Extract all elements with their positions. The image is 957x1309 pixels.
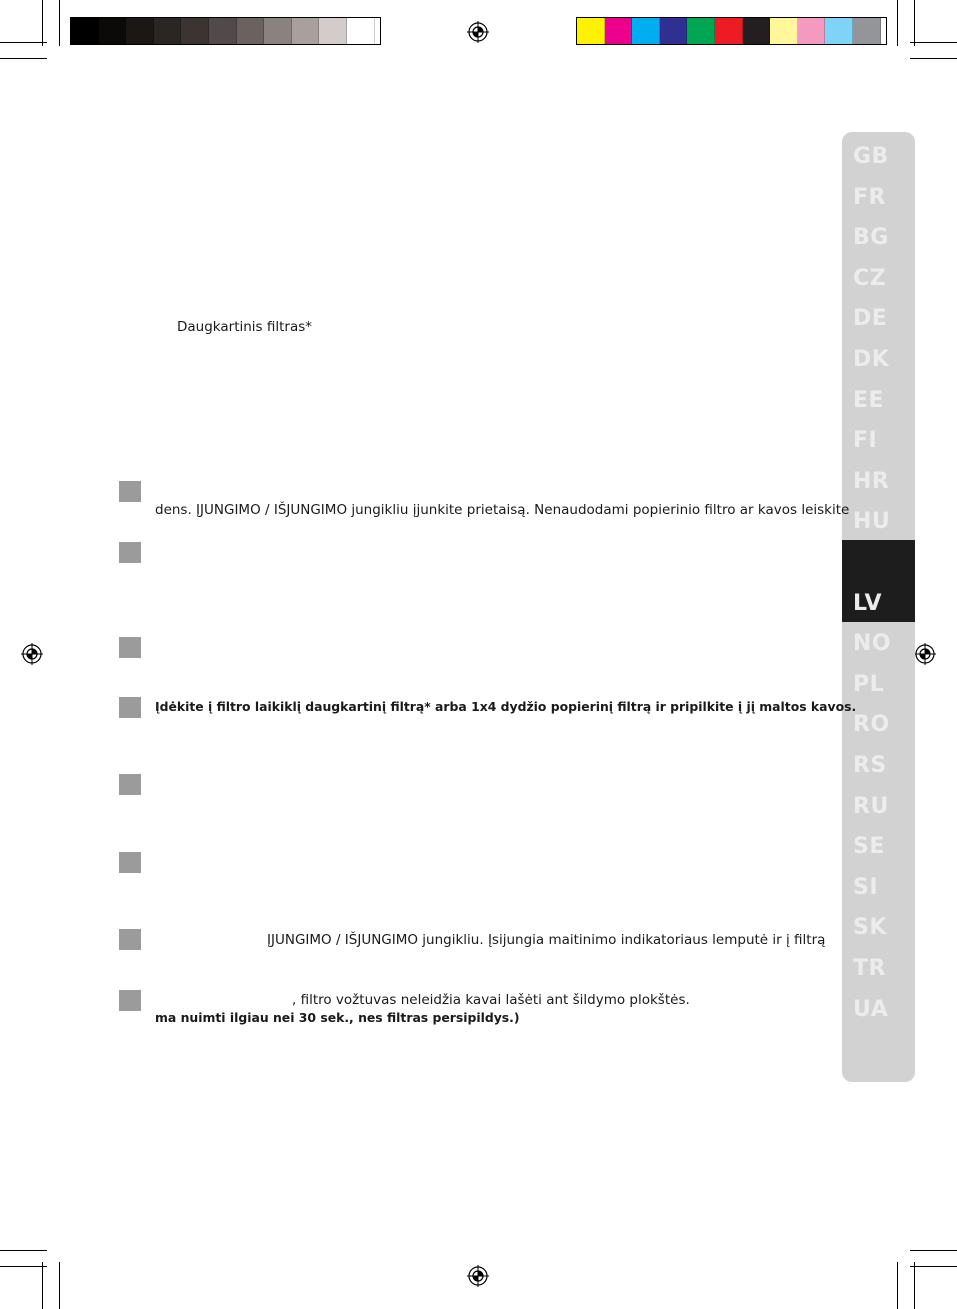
language-label: FI <box>853 428 878 454</box>
color-swatch <box>660 18 688 44</box>
language-label: TR <box>853 956 886 981</box>
registration-mark-icon <box>914 643 936 665</box>
language-label: LV <box>853 590 883 616</box>
trim-mark <box>914 0 915 46</box>
grayscale-color-bar <box>70 17 381 45</box>
language-label: FR <box>853 184 886 210</box>
step-marker <box>119 697 141 718</box>
language-label: BG <box>853 225 889 251</box>
step-text: ma nuimti ilgiau nei 30 sek., nes filtras persipildys.) <box>155 1010 520 1025</box>
language-label: PL <box>853 671 885 697</box>
language-label: CZ <box>853 265 887 291</box>
color-swatch <box>71 18 99 44</box>
step-marker <box>119 852 141 873</box>
color-swatch <box>798 18 826 44</box>
step-text: , filtro vožtuvas neleidžia kavai lašėti ant šildymo plokštės. <box>292 992 690 1008</box>
language-label: SI <box>853 874 879 900</box>
trim-mark <box>897 1262 898 1309</box>
step-text: ĮJUNGIMO / IŠJUNGIMO jungikliu. Įsijungia maitinimo indikatoriaus lemputė ir į filtrą <box>267 932 826 948</box>
color-swatch <box>605 18 633 44</box>
trim-mark <box>910 42 957 43</box>
color-swatch <box>825 18 853 44</box>
color-swatch <box>209 18 237 44</box>
registration-mark-icon <box>467 1265 489 1287</box>
trim-mark <box>897 0 898 46</box>
language-label: SE <box>853 834 885 860</box>
registration-mark-icon <box>21 643 43 665</box>
trim-mark <box>0 58 47 59</box>
step-marker <box>119 481 141 502</box>
step-text: dens. ĮJUNGIMO / IŠJUNGIMO jungikliu įjunkite prietaisą. Nenaudodami popierinio filtro ar kavos leiskite <box>155 502 850 518</box>
trim-mark <box>910 1250 957 1251</box>
trim-mark <box>914 1262 915 1309</box>
language-label: RO <box>853 712 890 738</box>
color-swatch <box>126 18 154 44</box>
filter-label: Daugkartinis filtras* <box>177 319 313 335</box>
color-swatch <box>319 18 347 44</box>
color-swatch <box>237 18 265 44</box>
color-swatch <box>853 18 881 44</box>
color-swatch <box>347 18 375 44</box>
trim-mark <box>42 0 43 46</box>
step-marker <box>119 929 141 950</box>
color-swatch <box>770 18 798 44</box>
registration-mark-icon <box>467 21 489 43</box>
color-swatch <box>181 18 209 44</box>
step-marker <box>119 542 141 563</box>
language-label: DK <box>853 347 890 372</box>
language-label: NO <box>853 631 892 657</box>
step-marker <box>119 774 141 795</box>
language-label: EE <box>853 387 885 413</box>
color-swatch <box>292 18 320 44</box>
trim-mark <box>0 1250 47 1251</box>
step-text: Įdėkite į filtro laikiklį daugkartinį filtrą* arba 1x4 dydžio popierinį filtrą ir pripilkite į jį maltos kavos. <box>155 699 857 714</box>
color-swatch <box>687 18 715 44</box>
language-label: HU <box>853 509 891 535</box>
process-color-bar <box>576 17 887 45</box>
language-label: DE <box>853 306 888 332</box>
color-swatch <box>154 18 182 44</box>
language-label: RS <box>853 753 887 778</box>
trim-mark <box>0 1266 47 1267</box>
color-swatch <box>743 18 771 44</box>
color-swatch <box>577 18 605 44</box>
language-label: HR <box>853 468 890 494</box>
color-swatch <box>632 18 660 44</box>
step-marker <box>119 637 141 658</box>
language-label: SK <box>853 915 887 941</box>
trim-mark <box>59 1262 60 1309</box>
trim-mark <box>0 42 47 43</box>
language-label: UA <box>853 996 889 1022</box>
trim-mark <box>42 1262 43 1309</box>
trim-mark <box>910 58 957 59</box>
trim-mark <box>910 1266 957 1267</box>
language-tab <box>842 132 915 1082</box>
language-label: GB <box>853 144 889 169</box>
trim-mark <box>59 0 60 46</box>
language-label: RU <box>853 793 889 819</box>
color-swatch <box>99 18 127 44</box>
color-swatch <box>715 18 743 44</box>
step-marker <box>119 990 141 1011</box>
color-swatch <box>264 18 292 44</box>
